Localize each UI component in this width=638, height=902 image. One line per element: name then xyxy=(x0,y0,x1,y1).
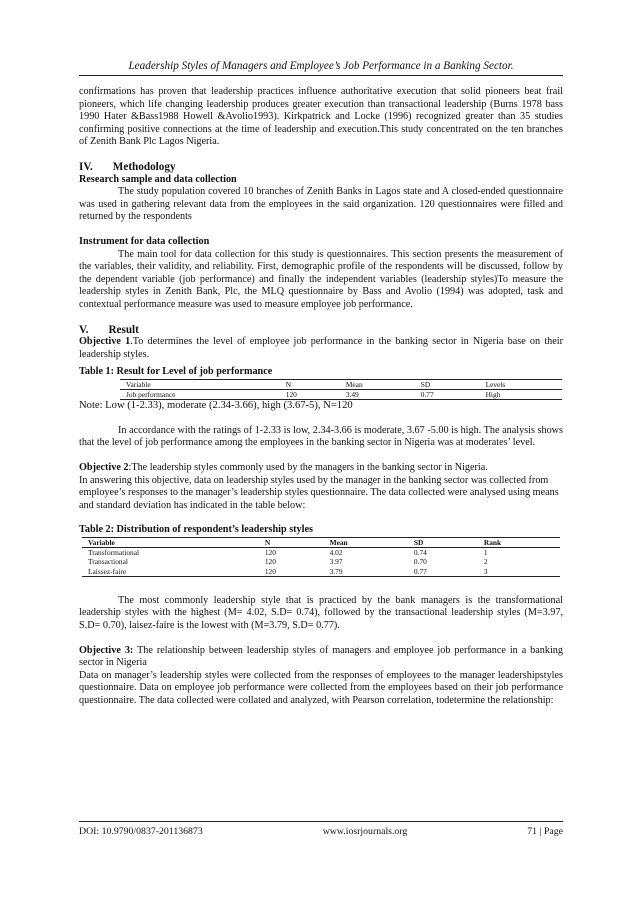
objective-3-text: The relationship between leadership styles of managers and employee job performance in a banking sector in Nigeria xyxy=(79,644,563,669)
footer-doi: DOI: 10.9790/0837-201136873 xyxy=(79,826,203,837)
table-cell: 1 xyxy=(483,548,488,558)
instrument-paragraph: The main tool for data collection for this study is questionnaires. This section presents the measurement of the variables, their validity, and reliability. First, demographic profile of the respondents will be discussed, follow by the dependent variable (job performance) and finally the independent variables (leadership styles)To measure the leadership styles in Zenith Bank, Plc, the MLQ questionnaire by Bass and Avolio (1994) was adopted, task and contextual performance measure was used to measure employee job performance. xyxy=(79,248,563,310)
table-header-cell: Mean xyxy=(340,379,415,389)
objective-3-label: Objective 3: xyxy=(79,644,134,656)
table-header-cell: Rank xyxy=(478,538,560,548)
table-header-row xyxy=(120,379,562,389)
objective-1-text: .To determines the level of employee job performance in the banking sector in Nigeria base on their leadership styles. xyxy=(79,336,563,360)
table-header-cell: Levels xyxy=(480,379,562,389)
intro-paragraph: confirmations has proven that leadership practices influence authoritative execution that solid pioneers beat frail pioneers, which life changing leadership produces greater execution than transactional leadership (Burns 1978 bass 1990 Hater &Bass1988 Howell &Avolio1993). Kirkpatrick and Locke (1996) recognized greater than 35 studies confirming positive connections at the time of leadership and execution.This study concentrated on the ten branches of Zenith Bank Plc Lagos Nigeria. xyxy=(79,86,563,148)
table-cell: Laissez-faire xyxy=(82,567,259,577)
table-header-cell: Mean xyxy=(324,538,408,548)
running-header: Leadership Styles of Managers and Employee’s Job Performance in a Banking Sector. xyxy=(79,60,563,76)
table-row xyxy=(120,390,562,400)
analysis-1-paragraph: In accordance with the ratings of 1-2.33 is low, 2.34-3.66 is moderate, 3.67 -5.00 is high. The analysis shows that the level of job performance among the employees in the banking sector in Nigeria was at moderates’ level. xyxy=(79,424,563,449)
table-row xyxy=(82,548,560,558)
research-sample-paragraph: The study population covered 10 branches of Zenith Banks in Lagos state and A closed-ended questionnaire was used in gathering relevant data from the employees in the said organization. 120 questionnaires were filled and returned by the respondents xyxy=(79,186,563,223)
table-cell: Job performance xyxy=(120,390,280,400)
objective-2-body: In answering this objective, data on leadership styles used by the manager in the banking sector was collected from employee’s responses to the manager’s leadership styles questionnaire. The data collected were analysed using means and standard deviation has indicated in the table below: xyxy=(79,474,559,511)
table-cell: Transformational xyxy=(88,548,140,558)
objective-1-paragraph xyxy=(79,336,563,361)
table-cell: 0.74 xyxy=(413,548,427,558)
table-1 xyxy=(120,379,562,400)
section-heading-result xyxy=(79,324,563,337)
footer-page-number: 71 | Page xyxy=(527,826,563,837)
section-title: Methodology xyxy=(112,160,176,173)
page-content xyxy=(79,86,563,708)
table-cell: 120 xyxy=(259,567,324,577)
table-cell: High xyxy=(480,390,562,400)
table-1-note: Note: Low (1-2.33), moderate (2.34-3.66), high (3.67-5), N=120 xyxy=(79,400,353,412)
objective-1-label: Objective 1 xyxy=(79,336,131,348)
table-row xyxy=(82,557,560,566)
table-cell: 0.70 xyxy=(413,557,427,567)
subheading-research-sample: Research sample and data collection xyxy=(79,173,237,185)
table-cell: 4.02 xyxy=(329,548,343,558)
table-header-cell: N xyxy=(259,538,324,548)
table-header-cell: SD xyxy=(415,379,480,389)
table-row xyxy=(82,567,560,577)
table-cell: Transactional xyxy=(88,557,128,567)
table-header-cell: N xyxy=(280,379,340,389)
table-2 xyxy=(82,537,560,577)
table-cell: 120 xyxy=(264,548,276,558)
table-2-caption: Table 2: Distribution of respondent’s leadership styles xyxy=(79,524,313,536)
table-cell: 0.77 xyxy=(408,567,478,577)
objective-2-paragraph xyxy=(79,462,563,475)
section-number: IV. xyxy=(79,160,93,173)
objective-2-text: :The leadership styles commonly used by the managers in the banking sector in Nigeria. xyxy=(128,462,488,474)
table-cell: 120 xyxy=(280,390,340,400)
page-footer xyxy=(79,821,563,837)
table-cell: 3.49 xyxy=(340,390,415,400)
section-number: V. xyxy=(79,323,89,336)
table-cell: 2 xyxy=(483,557,488,567)
table-1-caption: Table 1: Result for Level of job performance xyxy=(79,366,273,378)
table-cell: 0.77 xyxy=(415,390,480,400)
subheading-instrument: Instrument for data collection xyxy=(79,235,210,247)
table-cell: 3.97 xyxy=(329,557,343,567)
table-header-cell: Variable xyxy=(120,379,280,389)
section-heading-methodology xyxy=(79,161,563,174)
objective-3-paragraph xyxy=(79,645,563,670)
table-cell: 120 xyxy=(264,557,276,567)
section-title: Result xyxy=(108,323,139,336)
table-cell: 3.79 xyxy=(324,567,408,577)
table-header-cell: SD xyxy=(408,538,478,548)
table-cell: 3 xyxy=(478,567,560,577)
objective-2-label: Objective 2 xyxy=(79,462,129,474)
analysis-2-paragraph: The most commonly leadership style that is practiced by the bank managers is the transformational leadership styles with the highest (M= 4.02, S.D= 0.74), followed by the transactional leadership styles (M=3.97, S.D= 0.70), laisez-faire is the lowest with (M=3.79, S.D= 0.77). xyxy=(79,594,563,632)
table-header-row xyxy=(82,538,560,548)
objective-3-body: Data on manager’s leadership styles were collected from the responses of employees to the manager leadershipstyles questionnaire. Data on employee job performance were collected from the employees based on their job performance questionnaire. The data collected were collated and analyzed, with Pearson correlation, todetermine the relationship: xyxy=(79,669,563,706)
table-header-cell: Variable xyxy=(82,538,259,548)
footer-website: www.iosrjournals.org xyxy=(322,826,408,837)
